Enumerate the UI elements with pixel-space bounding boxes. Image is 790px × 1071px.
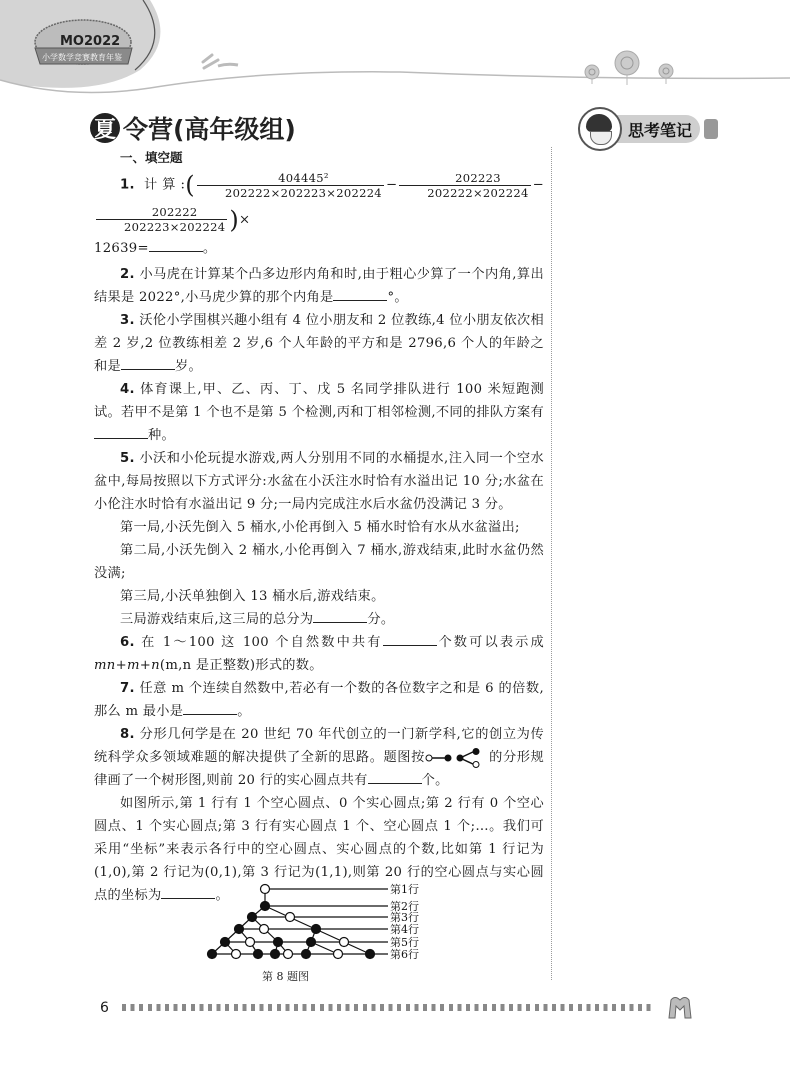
row-label-6: 第6行 [390,948,419,961]
notes-label: 思考笔记 [614,115,700,143]
footer-dotted-rule [122,1004,652,1011]
section-heading: 一、填空题 [120,150,183,165]
m-logo-icon [666,994,694,1020]
answer-blank-6[interactable] [383,631,437,646]
question-list [94,148,544,907]
row-label-4: 第4行 [390,923,419,936]
answer-blank-2[interactable] [333,286,387,301]
question-5-round-2: 第二局,小沃先倒入 2 桶水,小伦再倒入 7 桶水,游戏结束,此时水盆仍然没满; [94,543,544,581]
question-5-ask: 三局游戏结束后,这三局的总分为 分。 [94,608,544,631]
badge-title: MO2022 [60,34,121,49]
question-5-round-3: 第三局,小沃单独倒入 13 桶水后,游戏结束。 [120,589,385,604]
question-2: 2. 小马虎在计算某个凸多边形内角和时,由于粗心少算了一个内角,算出结果是 2022°,小马虎少算的那个内角是 °。 [94,267,544,305]
answer-blank-3[interactable] [121,355,175,370]
fractal-tree-figure [200,880,419,965]
answer-blank-4[interactable] [94,424,148,439]
fraction-3: $\frac{202222}{202223\times 202224}$ [96,205,227,234]
question-6: 6. 在 1～100 这 100 个自然数中共有 个数可以表示成 mn+m+n(m,n 是正整数)形式的数。 [94,631,544,677]
figure-caption: 第 8 题图 [262,970,309,983]
thinking-notes-header [578,108,718,150]
row-label-3: 第3行 [390,911,419,924]
row-label-5: 第5行 [390,936,419,949]
answer-blank-8a[interactable] [368,769,422,784]
boy-avatar-icon [578,107,622,151]
answer-blank-1[interactable] [149,237,203,252]
page-title-text: 令营(高年级组) [123,115,296,144]
question-3: 3. 沃伦小学围棋兴趣小组有 4 位小朋友和 2 位教练,4 位小朋友依次相差 2 岁,2 位教练相差 2 岁,6 个人年龄的平方和是 2796,6 个人的年龄之和是 岁。 [94,313,544,374]
question-1: 1. 计算:( $\frac{\text{404445²}}{202222\times 202223\times 202224}$ − $\frac{202223}{202222\times 202224}$ − $\frac{202222}{202223\times 202224}$ )× [94,168,544,237]
notes-divider [551,147,552,980]
fraction-2: $\frac{202223}{202222\times 202224}$ [399,171,530,200]
question-7: 7. 任意 m 个连续自然数中,若必有一个数的各位数字之和是 6 的倍数,那么 m 最小是 。 [94,681,544,719]
fraction-1: $\frac{\text{404445²}}{202222\times 202223\times 202224}$ [197,171,384,200]
question-8: 8. 分形几何学是在 20 世纪 70 年代创立的一门新学科,它的创立为传统科学众多领域难题的解决提供了全新的思路。题图按 的分形规律画了一个树形图,则前 20 行的实心圆点共有 个。 [94,727,545,788]
summer-badge-icon: 夏 [90,113,120,143]
badge-ribbon: 小学数学竞赛教育年鉴 [42,53,122,62]
page-title [90,110,296,146]
question-8-para-2: 如图所示,第 1 行有 1 个空心圆点、0 个实心圆点;第 2 行有 0 个空心圆点、1 个实心圆点;第 3 行有实心圆点 1 个、空心圆点 1 个;…。我们可采用“坐标”来表示各行中的空心圆点、实心圆点的个数,比如第 1 行记为(1,0),第 2 行记为(0,1),第 3 行记为(1,1),则第 20 行的空心圆点与实心圆点的坐标为 。 [94,796,544,903]
question-5: 5. 小沃和小伦玩提水游戏,两人分别用不同的水桶提水,注入同一个空水盆中,每局按照以下方式评分:水盆在小沃注水时恰有水溢出记 10 分;水盆在小伦注水时恰有水溢出记 9 分;一局内完成注水后水盆仍没满记 3 分。 [94,451,544,512]
header-decoration [0,0,790,100]
row-label-2: 第2行 [390,900,419,913]
answer-blank-7[interactable] [183,700,237,715]
question-5-round-1: 第一局,小沃先倒入 5 桶水,小伦再倒入 5 桶水时恰有水从水盆溢出; [120,520,520,535]
question-1-continued: 12639= 。 [94,237,544,260]
page-number: 6 [100,1000,109,1016]
question-4: 4. 体育课上,甲、乙、丙、丁、戊 5 名同学排队进行 100 米短跑测试。若甲不是第 1 个也不是第 5 个检测,丙和丁相邻检测,不同的排队方案有种。 [94,382,544,443]
fractal-rule-icon [425,748,489,768]
row-label-1: 第1行 [390,883,419,896]
pencil-icon [704,119,718,139]
answer-blank-5[interactable] [313,608,367,623]
